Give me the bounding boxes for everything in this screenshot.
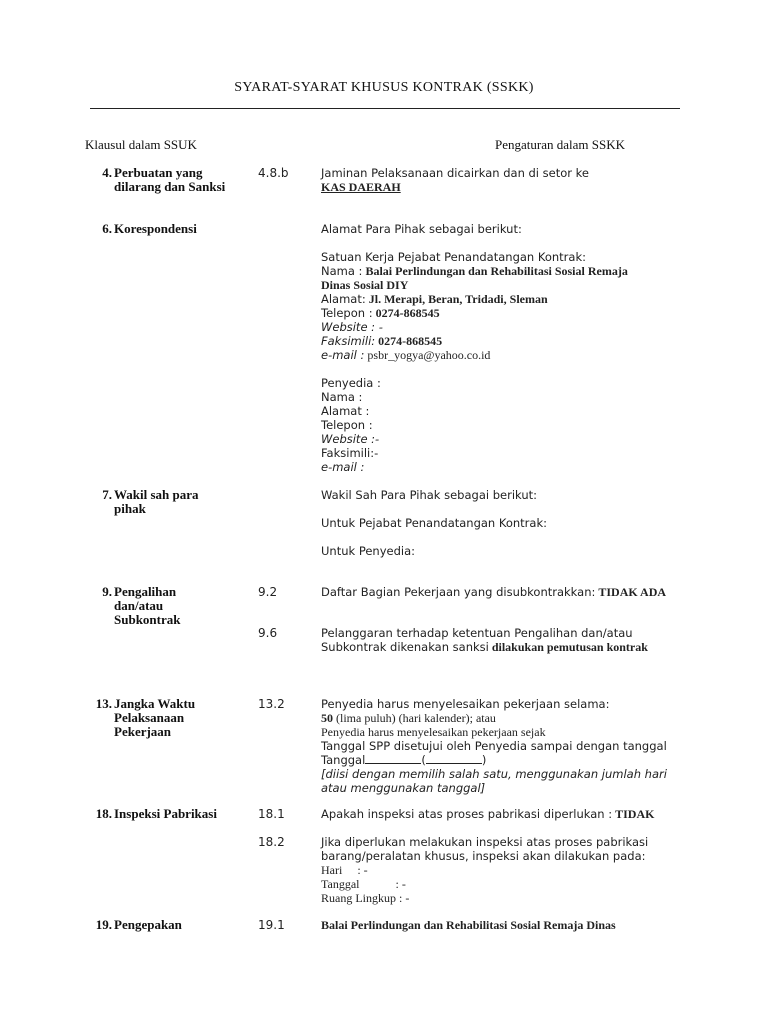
section-number: 4. <box>102 165 112 180</box>
section-number: 13. <box>95 696 112 711</box>
section-label: Inspeksi Pabrikasi <box>114 806 217 821</box>
clause-code: 13.2 <box>258 697 285 711</box>
kas-daerah-text: KAS DAERAH <box>321 180 401 194</box>
section-label: Korespondensi <box>114 221 197 236</box>
section-number: 6. <box>102 221 112 236</box>
clause-code: 18.1 <box>258 807 285 821</box>
document-title: SYARAT-SYARAT KHUSUS KONTRAK (SSKK) <box>234 80 534 95</box>
clause-text: Apakah inspeksi atas proses pabrikasi diperlukan : TIDAK <box>321 807 655 821</box>
section-number: 9. <box>102 584 112 599</box>
clause-text: Jika diperlukan melakukan inspeksi atas proses pabrikasi barang/peralatan khusus, inspeksi akan dilakukan pada: Hari : - Tanggal : - Ruang Lingkup : - <box>321 835 649 905</box>
clause-text: Daftar Bagian Pekerjaan yang disubkontrakkan: TIDAK ADA <box>321 585 667 599</box>
ppk-email: psbr_yogya@yahoo.co.id <box>367 348 491 362</box>
section-label: Perbuatan yang dilarang dan Sanksi <box>114 165 226 194</box>
date-blank <box>365 753 421 764</box>
date-blank <box>426 753 482 764</box>
clause-code: 9.2 <box>258 585 278 599</box>
clause-text: Penyedia harus menyelesaikan pekerjaan selama: 50 (lima puluh) (hari kalender); atau Penyedia harus menyelesaikan pekerjaan sejak Tanggal SPP disetujui oleh Penyedia sampai dengan tanggal Tanggal ( ) [diisi dengan memilih salah satu, menggunakan jumlah hari atau menggunakan tanggal] <box>321 697 667 795</box>
clause-code: 18.2 <box>258 835 285 849</box>
ppk-phone: 0274-868545 <box>375 306 440 320</box>
correspondence-block: Alamat Para Pihak sebagai berikut: Satuan Kerja Pejabat Penandatangan Kontrak: Nama : Balai Perlindungan dan Rehabilitasi Sosial Remaja Dinas Sosial DIY Alamat: Jl. Merapi, Beran, Tridadi, Sleman Telepon : 0274-868545 Website : - Faksimili: 0274-868545 e-mail : psbr_yogya@yahoo.co.id Penyedia : Nama : Alamat : Telepon : Website :- Faksimili:- e-mail : <box>321 222 628 474</box>
section-label: Wakil sah para pihak <box>114 487 199 516</box>
ppk-name: Balai Perlindungan dan Rehabilitasi Sosial Remaja <box>365 264 628 278</box>
header-clause-ssuk: Klausul dalam SSUK <box>85 137 197 152</box>
clause-code: 9.6 <box>258 626 278 640</box>
section-number: 19. <box>95 917 112 932</box>
section-number: 18. <box>95 806 112 821</box>
clause-text: Pelanggaran terhadap ketentuan Pengalihan dan/atau Subkontrak dikenakan sanksi dilakukan pemutusan kontrak <box>321 626 648 654</box>
clause-text: Balai Perlindungan dan Rehabilitasi Sosial Remaja Dinas <box>321 918 616 932</box>
section-label: Pengalihan dan/atau Subkontrak <box>114 584 181 627</box>
header-setting-sskk: Pengaturan dalam SSKK <box>495 137 625 152</box>
ppk-fax: 0274-868545 <box>378 334 443 348</box>
clause-text: Jaminan Pelaksanaan dicairkan dan di setor ke KAS DAERAH <box>321 166 701 194</box>
representatives-block: Wakil Sah Para Pihak sebagai berikut: Untuk Pejabat Penandatangan Kontrak: Untuk Penyedia: <box>321 488 547 558</box>
clause-code: 19.1 <box>258 918 285 932</box>
section-label: Jangka Waktu Pelaksanaan Pekerjaan <box>114 696 196 739</box>
clause-code: 4.8.b <box>258 166 289 180</box>
title-divider <box>90 108 680 109</box>
section-number: 7. <box>102 487 112 502</box>
ppk-address: Jl. Merapi, Beran, Tridadi, Sleman <box>368 292 548 306</box>
section-label: Pengepakan <box>114 917 182 932</box>
